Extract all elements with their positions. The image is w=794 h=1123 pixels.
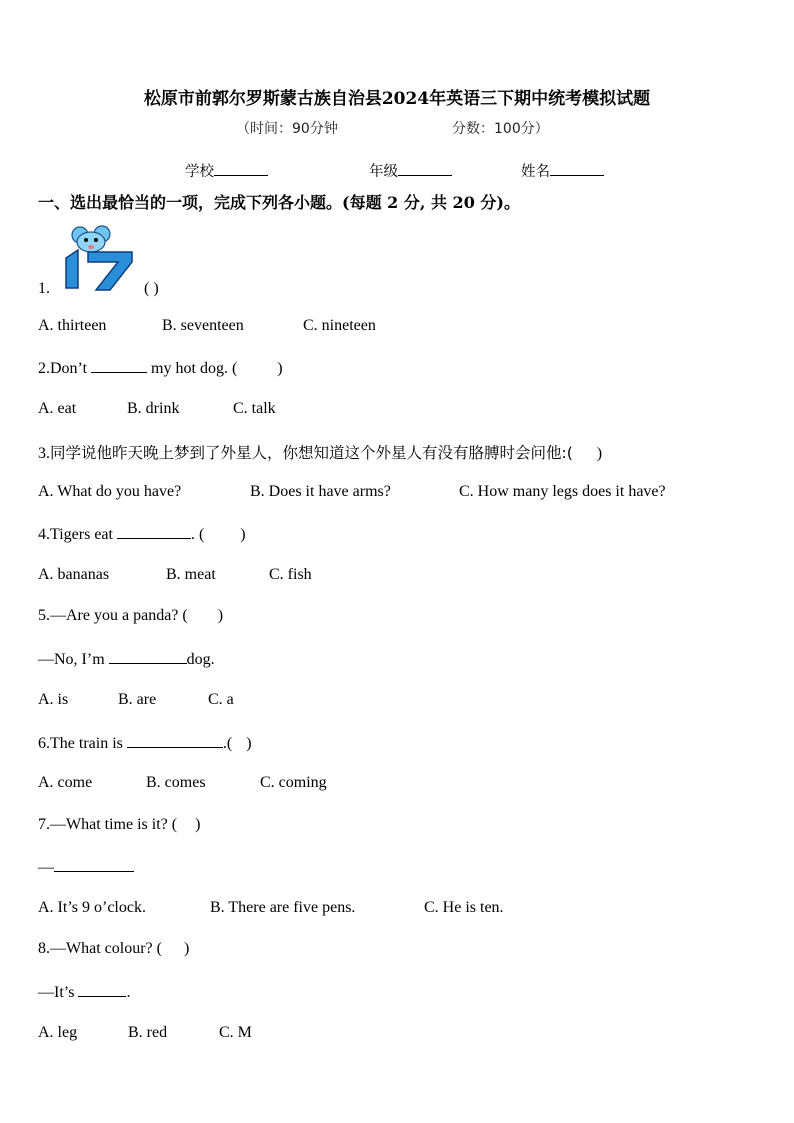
q6-option-b[interactable]: B. comes xyxy=(146,774,206,791)
q6-option-c[interactable]: C. coming xyxy=(260,774,327,791)
grade-field[interactable] xyxy=(369,160,452,181)
school-label: 学校 xyxy=(185,164,214,180)
q8-option-b[interactable]: B. red xyxy=(128,1024,168,1041)
question-number: 7. xyxy=(38,816,50,833)
q4-option-a[interactable]: A. bananas xyxy=(38,566,110,583)
question-number: 4. xyxy=(38,526,50,543)
reply-text: —No, I’m xyxy=(38,651,109,668)
q6-option-a[interactable]: A. come xyxy=(38,774,93,791)
answer-blank[interactable] xyxy=(109,649,187,664)
q8-option-c[interactable]: C. M xyxy=(219,1024,252,1041)
question-number: 6. xyxy=(38,735,50,752)
question-stem: . ( xyxy=(190,526,205,543)
question-number: 1. xyxy=(38,280,50,297)
school-blank[interactable] xyxy=(214,161,268,176)
question-6 xyxy=(38,733,252,753)
answer-paren-close: ) xyxy=(277,360,283,377)
question-2 xyxy=(38,358,283,378)
question-stem: my hot dog. ( xyxy=(147,360,238,377)
question-5-reply xyxy=(38,649,215,669)
q4-option-c[interactable]: C. fish xyxy=(269,566,312,583)
question-number: 5. xyxy=(38,607,50,624)
question-5 xyxy=(38,607,223,625)
q1-option-c[interactable]: C. nineteen xyxy=(303,317,376,334)
section-heading: 一、选出最恰当的一项，完成下列各小题。(每题 2 分, 共 20 分)。 xyxy=(38,193,520,212)
time-info: （时间：90分钟 xyxy=(236,121,338,137)
q1-option-b[interactable]: B. seventeen xyxy=(162,317,244,334)
question-3 xyxy=(38,441,602,463)
answer-blank[interactable] xyxy=(117,524,191,539)
answer-blank[interactable] xyxy=(78,982,126,997)
reply-text: . xyxy=(126,984,131,1001)
answer-blank[interactable] xyxy=(91,358,147,373)
name-field[interactable] xyxy=(521,160,604,181)
q8-option-a[interactable]: A. leg xyxy=(38,1024,78,1041)
reply-text: — xyxy=(38,859,54,876)
question-4 xyxy=(38,524,246,544)
answer-paren-close: ) xyxy=(240,526,246,543)
question-7-reply xyxy=(38,857,134,877)
grade-blank[interactable] xyxy=(398,161,452,176)
question-stem: —What time is it? ( xyxy=(50,816,178,833)
score-info: 分数：100分） xyxy=(452,121,549,137)
question-stem: .( xyxy=(222,735,233,752)
q7-option-a[interactable]: A. It’s 9 o’clock. xyxy=(38,899,146,916)
question-stem: Tigers eat xyxy=(50,526,117,543)
q3-option-b[interactable]: B. Does it have arms? xyxy=(250,483,391,500)
answer-blank[interactable] xyxy=(54,857,134,872)
answer-paren-close: ) xyxy=(195,816,201,833)
answer-paren-close: ) xyxy=(596,445,603,462)
question-number: 8. xyxy=(38,940,50,957)
name-label: 姓名 xyxy=(521,164,550,180)
q5-option-c[interactable]: C. a xyxy=(208,691,234,708)
name-blank[interactable] xyxy=(550,161,604,176)
question-number: 3. xyxy=(38,445,50,462)
answer-paren-close: ) xyxy=(246,735,252,752)
question-stem: Don’t xyxy=(50,360,92,377)
q5-option-a[interactable]: A. is xyxy=(38,691,69,708)
q2-option-c[interactable]: C. talk xyxy=(233,400,276,417)
reply-text: dog. xyxy=(186,651,215,668)
school-field[interactable] xyxy=(185,160,268,181)
question-stem: —Are you a panda? ( xyxy=(50,607,188,624)
answer-paren-close: ) xyxy=(183,940,190,957)
question-stem: The train is xyxy=(50,735,127,752)
q7-option-c[interactable]: C. He is ten. xyxy=(424,899,504,916)
image-number-text: 17 xyxy=(58,224,59,225)
q2-option-a[interactable]: A. eat xyxy=(38,400,77,417)
q3-option-c[interactable]: C. How many legs does it have? xyxy=(459,483,666,500)
question-1 xyxy=(38,280,159,298)
question-stem: 同学说他昨天晚上梦到了外星人，你想知道这个外星人有没有胳膊时会问他:( xyxy=(50,444,573,462)
grade-label: 年级 xyxy=(369,164,398,180)
question-7 xyxy=(38,816,200,834)
question-8-reply xyxy=(38,982,130,1002)
q2-option-b[interactable]: B. drink xyxy=(127,400,180,417)
reply-text: —It’s xyxy=(38,984,79,1001)
page-title: 松原市前郭尔罗斯蒙古族自治县2024年英语三下期中统考模拟试题 xyxy=(143,89,651,109)
answer-blank[interactable] xyxy=(127,733,223,748)
q4-option-b[interactable]: B. meat xyxy=(166,566,216,583)
question-number: 2. xyxy=(38,360,50,377)
question-stem: —What colour? ( xyxy=(50,940,162,957)
answer-paren[interactable]: ( ) xyxy=(144,280,159,297)
q3-option-a[interactable]: A. What do you have? xyxy=(38,483,182,500)
answer-paren-close: ) xyxy=(217,607,224,624)
q7-option-b[interactable]: B. There are five pens. xyxy=(210,899,356,916)
q1-option-a[interactable]: A. thirteen xyxy=(38,317,107,334)
q5-option-b[interactable]: B. are xyxy=(118,691,157,708)
question-8 xyxy=(38,940,189,958)
